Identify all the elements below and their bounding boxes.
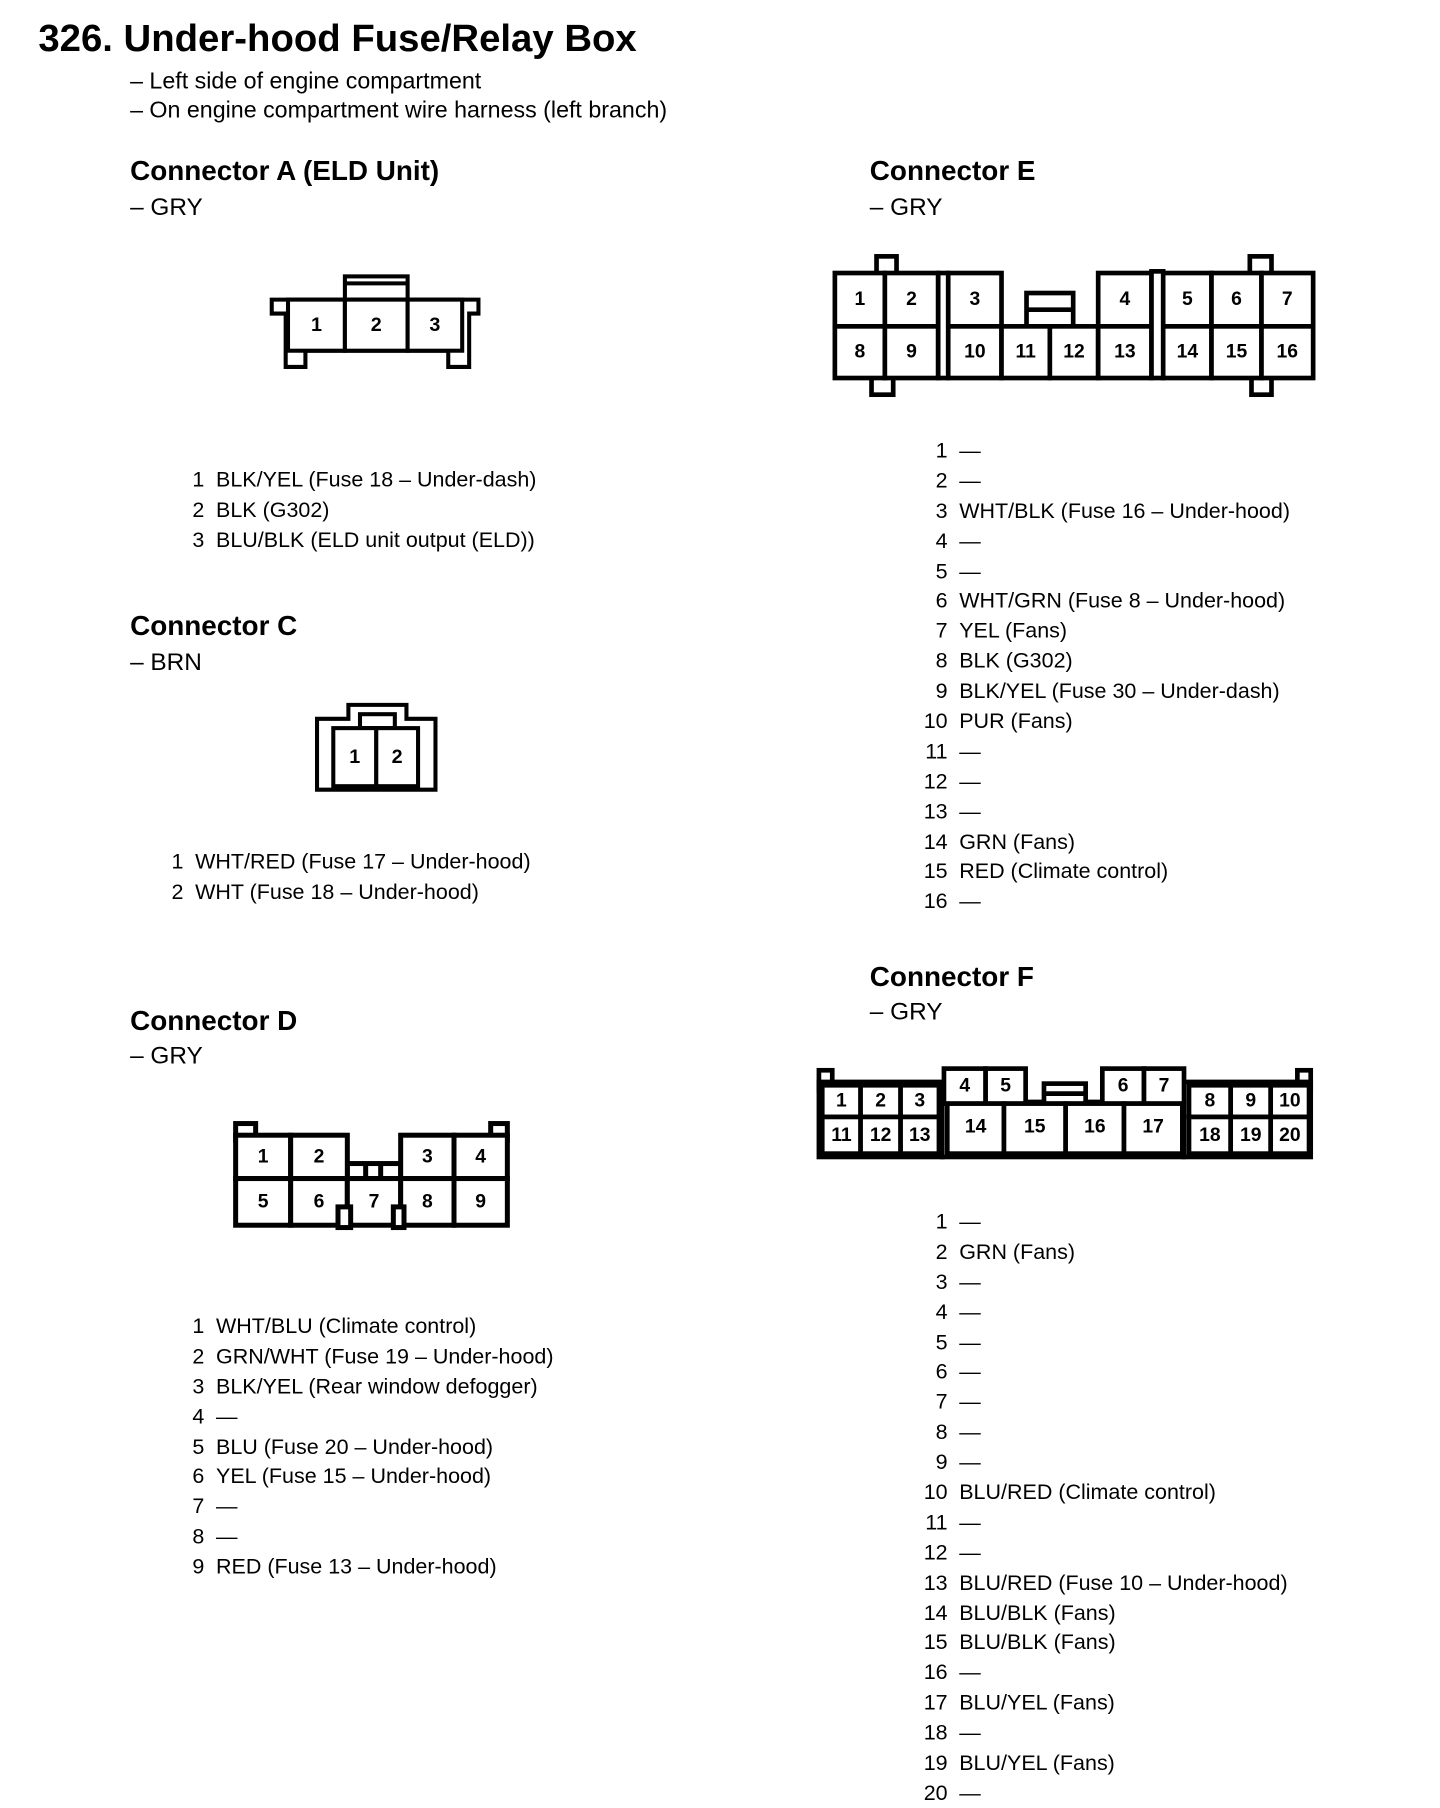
pin-number: 2: [935, 467, 948, 493]
connector-f-diagram: [810, 1060, 1410, 1180]
pin-number: 17: [923, 1689, 948, 1715]
pin-description: BLU/BLK (ELD unit output (ELD)): [215, 526, 535, 552]
pin-number: 2: [935, 1238, 948, 1264]
pin-description: —: [959, 738, 981, 763]
pin-description: —: [959, 437, 981, 463]
pin-label: 16: [1276, 342, 1299, 364]
pin-number: 13: [923, 1569, 948, 1595]
pin-description: BLK (G302): [215, 496, 330, 522]
pin-number: 10: [923, 708, 948, 733]
connector-divider: [938, 273, 948, 378]
pin-number: 2: [192, 1343, 205, 1368]
pin-row: [174, 1522, 553, 1552]
pin-row: [917, 556, 1290, 586]
connector-latch: [345, 276, 408, 299]
pin-description: —: [959, 1329, 981, 1354]
pin-number: 6: [192, 1463, 205, 1489]
pin-number: 9: [935, 1449, 948, 1474]
pin-description: BLU/YEL (Fans): [959, 1689, 1115, 1715]
pin-number: 1: [935, 1208, 948, 1234]
pin-row: [917, 706, 1290, 736]
pin-label: 12: [869, 1124, 891, 1146]
pin-label: 5: [999, 1075, 1011, 1097]
pin-number: 3: [935, 497, 948, 523]
pin-description: —: [959, 1659, 981, 1685]
pin-row: [917, 1387, 1287, 1417]
pin-description: —: [959, 768, 981, 793]
pin-row: [174, 1311, 553, 1341]
pin-label: 6: [1231, 289, 1243, 311]
pin-label: 1: [835, 1090, 847, 1112]
pin-number: 18: [923, 1720, 948, 1745]
pin-description: WHT/GRN (Fuse 8 – Under-hood): [959, 588, 1286, 613]
connector-c-pin-list: [153, 847, 530, 907]
pin-label: 20: [1278, 1124, 1301, 1146]
pin-label: 7: [1282, 289, 1293, 311]
pin-number: 6: [935, 1359, 948, 1384]
pin-label: 5: [257, 1191, 268, 1213]
pin-label: 5: [1182, 289, 1193, 311]
pin-description: —: [959, 1269, 981, 1294]
pin-number: 4: [935, 528, 948, 553]
pin-row: [917, 1357, 1287, 1387]
pin-description: —: [959, 1359, 981, 1384]
pin-number: 8: [192, 1523, 205, 1549]
pin-row: [917, 1507, 1287, 1537]
pin-label: 2: [391, 746, 403, 769]
pin-row: [917, 1327, 1287, 1357]
pin-description: BLU/YEL (Fans): [959, 1750, 1115, 1775]
pin-label: 4: [959, 1075, 970, 1097]
pin-label: 1: [257, 1146, 268, 1168]
pin-description: BLK/YEL (Rear window defogger): [215, 1373, 538, 1398]
pin-description: —: [959, 888, 981, 914]
pin-number: 1: [192, 1313, 205, 1338]
pin-label: 15: [1023, 1116, 1046, 1138]
location-note: – On engine compartment wire harness (left branch): [130, 97, 668, 124]
location-note: – Left side of engine compartment: [130, 68, 482, 95]
pin-number: 7: [935, 618, 948, 643]
pin-number: 5: [192, 1433, 205, 1459]
pin-label: 10: [1278, 1090, 1301, 1112]
pin-row: [917, 1597, 1287, 1627]
pin-label: 18: [1198, 1124, 1221, 1146]
pin-row: [917, 886, 1290, 916]
pin-row: [917, 616, 1290, 646]
pin-label: 15: [1225, 342, 1248, 364]
pin-number: 5: [935, 1329, 948, 1354]
pin-number: 1: [171, 848, 184, 874]
pin-label: 9: [906, 342, 918, 364]
pin-label: 14: [1176, 342, 1199, 364]
pin-row: [917, 856, 1290, 886]
pin-row: [174, 1461, 553, 1491]
pin-row: [917, 466, 1290, 496]
connector-d-title: Connector D: [130, 1005, 298, 1038]
pin-number: 9: [935, 678, 948, 703]
connector-f-pin-list: [917, 1207, 1287, 1808]
pin-row: [917, 435, 1290, 465]
pin-description: —: [959, 1208, 981, 1234]
pin-description: —: [959, 1299, 981, 1324]
pin-label: 6: [1117, 1075, 1129, 1097]
pin-row: [917, 1297, 1287, 1327]
pin-number: 11: [925, 1509, 948, 1534]
connector-a-diagram: [267, 269, 488, 374]
pin-number: 16: [923, 888, 948, 914]
pin-description: GRN/WHT (Fuse 19 – Under-hood): [215, 1343, 554, 1368]
pin-row: [917, 826, 1290, 856]
pin-row: [917, 1447, 1287, 1477]
pin-description: WHT/BLK (Fuse 16 – Under-hood): [959, 497, 1290, 523]
pin-row: [174, 525, 536, 555]
connector-f-title: Connector F: [869, 961, 1034, 993]
connector-a-title: Connector A (ELD Unit): [130, 155, 440, 187]
pin-row: [174, 465, 536, 495]
pin-number: 2: [171, 878, 184, 904]
pin-number: 12: [923, 768, 948, 793]
pin-description: —: [959, 1419, 981, 1444]
pin-description: —: [215, 1523, 238, 1549]
pin-label: 2: [313, 1146, 324, 1168]
pin-number: 7: [935, 1389, 948, 1414]
pin-row: [174, 1552, 553, 1582]
connector-f-color: – GRY: [869, 998, 943, 1026]
pin-label: 12: [1063, 342, 1085, 364]
pin-description: —: [959, 558, 981, 583]
pin-number: 20: [923, 1780, 948, 1805]
pin-row: [917, 586, 1290, 616]
pin-label: 3: [914, 1090, 925, 1112]
pin-number: 14: [923, 1599, 948, 1625]
pin-label: 9: [474, 1191, 486, 1213]
pin-row: [917, 646, 1290, 676]
pin-row: [917, 1477, 1287, 1507]
connector-d-diagram: [220, 1110, 540, 1250]
pin-number: 14: [923, 828, 948, 854]
pin-row: [917, 1537, 1287, 1567]
pin-number: 3: [192, 1373, 205, 1398]
pin-number: 10: [923, 1479, 948, 1504]
pin-description: GRN (Fans): [959, 828, 1076, 854]
pin-number: 3: [192, 526, 205, 552]
connector-notch: [393, 1207, 404, 1228]
pin-label: 3: [429, 314, 441, 337]
pin-number: 1: [192, 466, 205, 492]
pin-row: [917, 526, 1290, 556]
pin-row: [917, 1718, 1287, 1748]
pin-description: —: [959, 1509, 981, 1534]
pin-label: 8: [1204, 1090, 1215, 1112]
pin-description: BLU/BLK (Fans): [959, 1629, 1116, 1655]
pin-number: 1: [935, 437, 948, 463]
pin-label: 1: [310, 314, 322, 337]
connector-c-color: – BRN: [130, 649, 202, 676]
pin-row: [917, 1207, 1287, 1237]
pin-label: 10: [964, 342, 986, 364]
pin-row: [917, 736, 1290, 766]
pin-row: [917, 1748, 1287, 1778]
pin-number: 8: [935, 1419, 948, 1444]
pin-description: —: [959, 798, 981, 823]
connector-divider: [1152, 272, 1164, 379]
pin-description: —: [215, 1493, 238, 1519]
pin-description: —: [959, 1720, 981, 1745]
pin-label: 3: [969, 289, 981, 311]
pin-row: [153, 847, 530, 877]
pin-number: 4: [192, 1403, 205, 1429]
pin-description: BLU (Fuse 20 – Under-hood): [215, 1433, 494, 1459]
connector-a-pin-list: [174, 465, 536, 555]
pin-row: [174, 1371, 553, 1401]
pin-label: 14: [964, 1116, 987, 1138]
pin-row: [917, 1628, 1287, 1658]
pin-number: 8: [935, 648, 948, 673]
connector-e-color: – GRY: [869, 193, 943, 221]
connector-a-color: – GRY: [130, 193, 203, 221]
pin-label: 6: [313, 1191, 324, 1213]
pin-label: 8: [421, 1191, 433, 1213]
pin-row: [174, 1341, 553, 1371]
pin-number: 2: [192, 496, 205, 522]
pin-number: 7: [192, 1493, 205, 1519]
pin-description: —: [215, 1403, 238, 1429]
pin-description: —: [959, 1449, 981, 1474]
pin-number: 4: [935, 1299, 948, 1324]
pin-row: [917, 676, 1290, 706]
pin-label: 4: [474, 1146, 486, 1168]
pin-description: WHT (Fuse 18 – Under-hood): [195, 878, 479, 904]
connector-latch: [360, 714, 395, 728]
pin-description: RED (Fuse 13 – Under-hood): [215, 1553, 497, 1579]
pin-description: —: [959, 1389, 981, 1414]
pin-label: 17: [1142, 1116, 1164, 1138]
pin-description: PUR (Fans): [959, 708, 1073, 733]
pin-description: BLK/YEL (Fuse 30 – Under-dash): [959, 678, 1280, 703]
pin-description: GRN (Fans): [959, 1238, 1076, 1264]
pin-number: 12: [923, 1539, 948, 1565]
pin-label: 11: [830, 1124, 852, 1146]
pin-row: [917, 766, 1290, 796]
pin-label: 11: [1015, 342, 1037, 364]
pin-label: 3: [421, 1146, 433, 1168]
pin-description: BLU/BLK (Fans): [959, 1599, 1116, 1625]
pin-number: 15: [923, 1629, 948, 1655]
page-title: 326. Under-hood Fuse/Relay Box: [38, 16, 637, 60]
pin-number: 3: [935, 1269, 948, 1294]
pin-label: 1: [854, 289, 866, 311]
pin-label: 7: [1158, 1075, 1170, 1097]
pin-label: 19: [1239, 1124, 1262, 1146]
pin-description: YEL (Fuse 15 – Under-hood): [215, 1463, 492, 1489]
pin-row: [917, 1417, 1287, 1447]
pin-description: BLK/YEL (Fuse 18 – Under-dash): [215, 466, 537, 492]
pin-row: [917, 1658, 1287, 1688]
pin-row: [917, 1567, 1287, 1597]
pin-description: WHT/RED (Fuse 17 – Under-hood): [195, 848, 531, 874]
pin-row: [174, 1491, 553, 1521]
pin-row: [174, 1401, 553, 1431]
pin-label: 16: [1083, 1116, 1106, 1138]
pin-number: 6: [935, 588, 948, 613]
connector-e-pin-list: [917, 435, 1290, 916]
pin-number: 19: [923, 1750, 948, 1775]
connector-d-pin-list: [174, 1311, 553, 1582]
pin-row: [917, 1267, 1287, 1297]
pin-row: [917, 796, 1290, 826]
pin-number: 16: [923, 1659, 948, 1685]
connector-d-color: – GRY: [130, 1042, 203, 1070]
connector-notch: [337, 1207, 350, 1228]
pin-description: WHT/BLU (Climate control): [215, 1313, 477, 1338]
pin-label: 7: [368, 1191, 379, 1213]
pin-label: 2: [874, 1090, 886, 1112]
pin-row: [174, 495, 536, 525]
pin-label: 4: [1119, 289, 1131, 311]
pin-label: 9: [1244, 1090, 1256, 1112]
pin-number: 15: [923, 858, 948, 884]
pin-label: 13: [908, 1124, 931, 1146]
pin-label: 13: [1114, 342, 1136, 364]
pin-number: 11: [925, 738, 948, 763]
pin-row: [917, 496, 1290, 526]
connector-e-diagram: [820, 250, 1400, 410]
pin-description: —: [959, 467, 981, 493]
pin-number: 5: [935, 558, 948, 583]
connector-c-diagram: [314, 701, 442, 794]
pin-label: 8: [854, 342, 866, 364]
pin-description: —: [959, 528, 981, 553]
pin-number: 9: [192, 1553, 205, 1579]
pin-description: BLK (G302): [959, 648, 1073, 673]
pin-label: 1: [349, 746, 361, 769]
pin-description: YEL (Fans): [959, 618, 1068, 643]
pin-description: —: [959, 1539, 981, 1565]
connector-c-title: Connector C: [130, 610, 298, 643]
pin-description: BLU/RED (Climate control): [959, 1479, 1216, 1504]
pin-row: [153, 877, 530, 907]
pin-row: [917, 1688, 1287, 1718]
pin-row: [174, 1431, 553, 1461]
pin-label: 2: [906, 289, 918, 311]
pin-number: 13: [923, 798, 948, 823]
pin-label: 2: [370, 314, 382, 337]
connector-e-title: Connector E: [869, 155, 1036, 187]
pin-row: [917, 1237, 1287, 1267]
pin-row: [917, 1778, 1287, 1808]
pin-description: BLU/RED (Fuse 10 – Under-hood): [959, 1569, 1288, 1595]
pin-description: RED (Climate control): [959, 858, 1169, 884]
pin-description: —: [959, 1780, 981, 1805]
